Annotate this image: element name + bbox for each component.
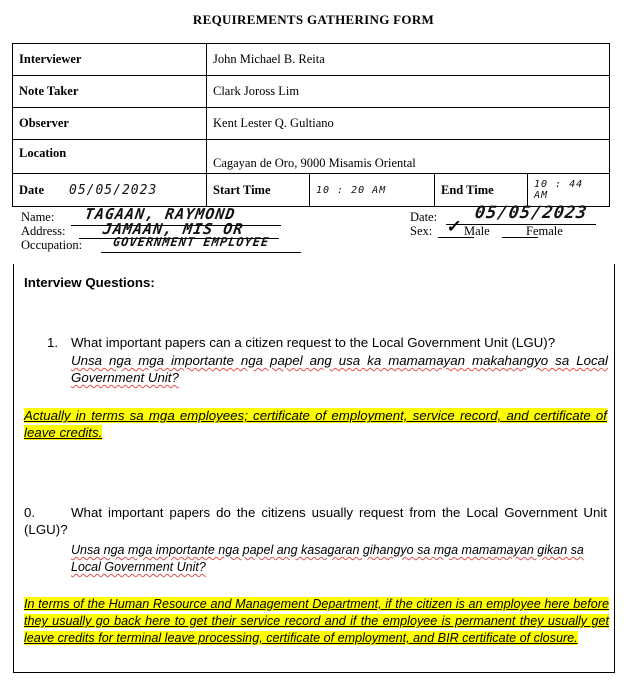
info-table — [12, 43, 610, 207]
male-check-mark: ✓ — [445, 217, 463, 236]
occupation-value: GOVERNMENT EMPLOYEE — [112, 235, 271, 249]
date-cell — [13, 174, 207, 207]
q2-number: 0. — [24, 505, 36, 520]
end-time-label: End Time — [435, 174, 528, 207]
respondent-date-label: Date: — [410, 210, 438, 224]
note-taker-label: Note Taker — [13, 76, 207, 108]
interview-section — [13, 264, 615, 673]
address-label: Address: — [21, 224, 66, 238]
q1-text: What important papers can a citizen request to the Local Government Unit (LGU)? — [71, 335, 556, 350]
sex-label: Sex: — [410, 224, 433, 238]
interviewer-value: John Michael B. Reita — [207, 44, 610, 76]
date-label: Date — [19, 182, 44, 197]
a2-text: In terms of the Human Resource and Management Department, if the citizen is an employee here before they usually go back here to get their service record and if the employee is permanent they usually get leave credits for terminal leave processing, certificate of employment, and BIR certificate of closure. — [24, 597, 609, 645]
q1-number: 1. — [47, 335, 59, 350]
observer-value: Kent Lester Q. Gultiano — [207, 108, 610, 140]
a1-text: Actually in terms sa mga employees; certificate of employment, service record, and certificate of leave credits. — [24, 408, 607, 440]
date-value: 05/05/2023 — [69, 182, 158, 198]
a1-container — [24, 407, 607, 441]
respondent-block — [13, 203, 611, 262]
respondent-date-value: 05/05/2023 — [473, 203, 589, 223]
q2-text: What important papers do the citizens usually request from the Local Government Unit (LGU)? — [24, 505, 607, 537]
name-label: Name: — [21, 210, 55, 224]
female-label: Female — [526, 224, 563, 238]
note-taker-value: Clark Joross Lim — [207, 76, 610, 108]
a2-container — [24, 596, 609, 647]
q1-translation: Unsa nga mga importante nga papel ang usa ka mamamayan makahangyo sa Local Government Unit? — [71, 353, 608, 385]
male-label: Male — [464, 224, 490, 238]
form-title: REQUIREMENTS GATHERING FORM — [192, 12, 435, 27]
interviewer-label: Interviewer — [13, 44, 207, 76]
address-value: JAMAAN, MIS OR — [101, 220, 245, 238]
occupation-line — [101, 252, 301, 253]
start-time-label: Start Time — [207, 174, 310, 207]
q2-translation: Unsa nga mga importante nga papel ang kasagaran gihangyo sa mga mamamayan gikan sa Local Government Unit? — [71, 543, 584, 574]
end-time-value: 10 : 44 AM — [528, 174, 610, 207]
occupation-label: Occupation: — [21, 238, 83, 252]
name-value: TAGAAN, RAYMOND — [83, 205, 237, 223]
observer-label: Observer — [13, 108, 207, 140]
location-value: Cagayan de Oro, 9000 Misamis Oriental — [207, 140, 610, 174]
interview-heading: Interview Questions: — [24, 275, 155, 290]
start-time-value: 10 : 20 AM — [310, 174, 435, 207]
location-label: Location — [13, 140, 207, 174]
